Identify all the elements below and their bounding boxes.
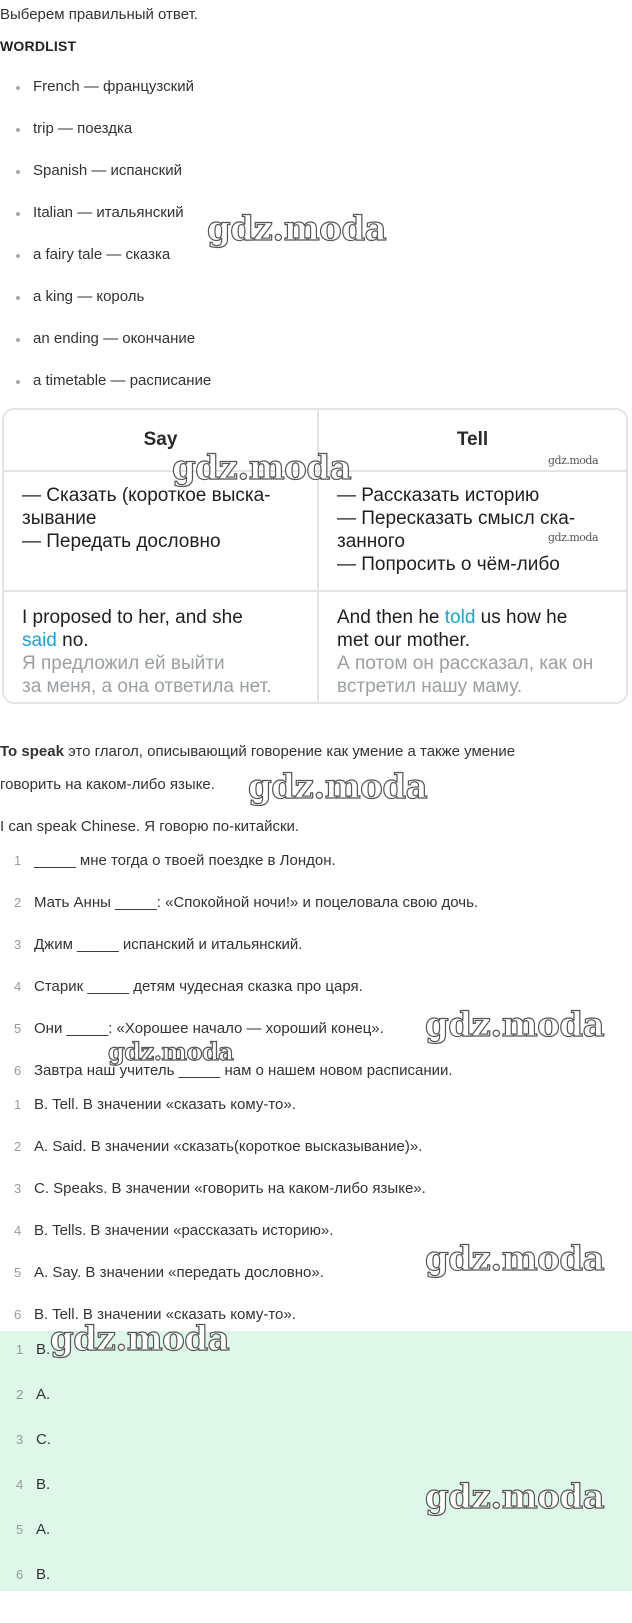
answer-number: 3 bbox=[16, 1432, 24, 1447]
answer-number: 2 bbox=[16, 1387, 24, 1402]
watermark: gdz.moda bbox=[50, 1319, 230, 1359]
tell-example-line2: met our mother. bbox=[337, 630, 471, 651]
speak-paragraph-line2: говорить на каком-либо языке. bbox=[0, 776, 215, 793]
explanation-item bbox=[0, 1262, 426, 1304]
question-number: 2 bbox=[14, 895, 22, 910]
explanation-item bbox=[0, 1136, 426, 1178]
explanation-number: 1 bbox=[14, 1097, 22, 1112]
answer-text: A. bbox=[36, 1386, 51, 1403]
wordlist-item: a timetable — расписание bbox=[0, 369, 211, 411]
explanation-text: B. Tell. В значении «сказать кому-то». bbox=[34, 1306, 296, 1323]
wordlist-item: a fairy tale — сказка bbox=[0, 243, 211, 285]
explanation-number: 2 bbox=[14, 1139, 22, 1154]
explanation-text: B. Tells. В значении «рассказать историю». bbox=[34, 1222, 334, 1239]
tell-def-line: занного bbox=[337, 531, 405, 552]
answer-item bbox=[0, 1429, 51, 1474]
question-number: 4 bbox=[14, 979, 22, 994]
tell-example-post: us how he bbox=[475, 607, 568, 628]
say-def-line: — Передать дословно bbox=[22, 531, 221, 552]
say-example-line1: I proposed to her, and she bbox=[22, 607, 243, 628]
watermark: gdz.moda bbox=[425, 1477, 605, 1517]
explanation-text: A. Said. В значении «сказать(короткое высказывание)». bbox=[34, 1138, 423, 1155]
say-translation: Я предложил ей выйти bbox=[22, 653, 225, 674]
explanation-number: 4 bbox=[14, 1223, 22, 1238]
explanation-text: C. Speaks. В значении «говорить на каком-либо языке». bbox=[34, 1180, 426, 1197]
wordlist-item: French — французский bbox=[0, 75, 211, 117]
question-text: Завтра наш учитель _____ нам о нашем новом расписании. bbox=[34, 1062, 453, 1079]
say-example-post: no. bbox=[56, 630, 89, 651]
watermark: gdz.moda bbox=[172, 448, 352, 488]
answer-number: 4 bbox=[16, 1477, 24, 1492]
answer-text: B. bbox=[36, 1341, 51, 1358]
answer-number: 6 bbox=[16, 1567, 24, 1582]
question-text: Джим _____ испанский и итальянский. bbox=[34, 936, 303, 953]
wordlist-item: an ending — окончание bbox=[0, 327, 211, 369]
watermark: gdz.moda bbox=[207, 209, 387, 249]
tell-example bbox=[319, 592, 626, 698]
say-def-line: зывание bbox=[22, 508, 97, 529]
wordlist-title: WORDLIST bbox=[0, 38, 77, 54]
explanation-text: B. Tell. В значении «сказать кому-то». bbox=[34, 1096, 296, 1113]
speak-bold: To speak bbox=[0, 743, 64, 760]
question-number: 3 bbox=[14, 937, 22, 952]
say-definition bbox=[4, 472, 317, 592]
wordlist-item: Spanish — испанский bbox=[0, 159, 211, 201]
question-number: 5 bbox=[14, 1021, 22, 1036]
question-item bbox=[0, 892, 478, 934]
answer-number: 1 bbox=[16, 1342, 24, 1357]
answers-block bbox=[0, 1331, 632, 1591]
wordlist-item: Italian — итальянский bbox=[0, 201, 211, 243]
say-def-line: — Сказать (короткое выска- bbox=[22, 485, 271, 506]
question-text: Они _____: «Хорошее начало — хороший конец». bbox=[34, 1020, 384, 1037]
tell-def-line: — Пересказать смысл ска- bbox=[337, 508, 576, 529]
tell-highlight: told bbox=[444, 607, 476, 628]
intro-text: Выберем правильный ответ. bbox=[0, 6, 198, 23]
say-example bbox=[4, 592, 317, 698]
say-translation: за меня, а она ответила нет. bbox=[22, 676, 272, 697]
watermark: gdz.moda bbox=[108, 1037, 234, 1066]
wordlist-item: trip — поездка bbox=[0, 117, 211, 159]
say-example-line2 bbox=[22, 629, 299, 652]
say-highlight: said bbox=[22, 630, 57, 651]
question-text: _____ мне тогда о твоей поездке в Лондон. bbox=[34, 852, 336, 869]
watermark: gdz.moda bbox=[425, 1239, 605, 1279]
answer-text: A. bbox=[36, 1521, 51, 1538]
answer-item bbox=[0, 1564, 51, 1609]
explanation-text: A. Say. В значении «передать дословно». bbox=[34, 1264, 324, 1281]
answer-text: B. bbox=[36, 1476, 51, 1493]
question-text: Старик _____ детям чудесная сказка про царя. bbox=[34, 978, 363, 995]
explanation-item bbox=[0, 1220, 426, 1262]
question-item bbox=[0, 850, 478, 892]
speak-example: I can speak Chinese. Я говорю по-китайски. bbox=[0, 818, 300, 835]
tell-example-line1 bbox=[337, 606, 608, 629]
question-item bbox=[0, 934, 478, 976]
answer-text: C. bbox=[36, 1431, 51, 1448]
question-number: 1 bbox=[14, 853, 22, 868]
answer-text: B. bbox=[36, 1566, 51, 1583]
question-item bbox=[0, 976, 478, 1018]
watermark: gdz.moda bbox=[548, 454, 599, 467]
explanations-list bbox=[0, 1094, 426, 1336]
tell-def-line: — Рассказать историю bbox=[337, 485, 540, 506]
explanation-number: 3 bbox=[14, 1181, 22, 1196]
explanation-number: 6 bbox=[14, 1307, 22, 1322]
speak-line1-rest: это глагол, описывающий говорение как умение а также умение bbox=[63, 743, 516, 760]
explanation-number: 5 bbox=[14, 1265, 22, 1280]
answer-item bbox=[0, 1474, 51, 1519]
questions-list bbox=[0, 850, 478, 1092]
say-header: Say bbox=[4, 410, 317, 472]
answers-list bbox=[0, 1339, 51, 1609]
answer-item bbox=[0, 1519, 51, 1564]
tell-translation: встретил нашу маму. bbox=[337, 676, 523, 697]
answer-number: 5 bbox=[16, 1522, 24, 1537]
question-text: Мать Анны _____: «Спокойной ночи!» и поцеловала свою дочь. bbox=[34, 894, 479, 911]
answer-item bbox=[0, 1384, 51, 1429]
speak-paragraph-line1 bbox=[0, 743, 515, 760]
question-item bbox=[0, 1060, 478, 1092]
watermark: gdz.moda bbox=[248, 767, 428, 807]
tell-translation: А потом он рассказал, как он bbox=[337, 653, 594, 674]
tell-example-pre: And then he bbox=[337, 607, 445, 628]
explanation-item bbox=[0, 1178, 426, 1220]
answer-item bbox=[0, 1339, 51, 1384]
watermark: gdz.moda bbox=[425, 1005, 605, 1045]
question-number: 6 bbox=[14, 1063, 22, 1078]
question-item bbox=[0, 1018, 478, 1060]
explanation-item bbox=[0, 1094, 426, 1136]
watermark: gdz.moda bbox=[548, 531, 599, 544]
wordlist bbox=[0, 75, 211, 411]
tell-header: Tell bbox=[319, 410, 626, 472]
tell-def-line: — Попросить о чём-либо bbox=[337, 554, 560, 575]
wordlist-item: a king — король bbox=[0, 285, 211, 327]
